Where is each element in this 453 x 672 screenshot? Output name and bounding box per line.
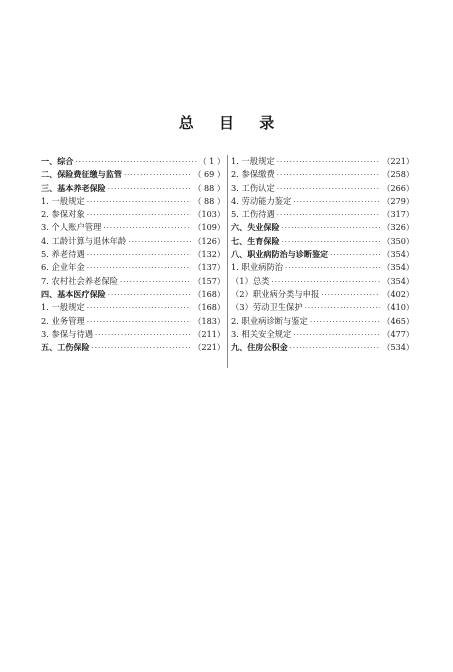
dot-leader	[277, 183, 381, 196]
toc-entry-page: （354）	[382, 249, 414, 260]
dot-leader	[128, 236, 191, 249]
dot-leader	[92, 342, 192, 355]
toc-entry-title: 3. 个人账户管理	[41, 222, 102, 233]
dot-leader	[282, 222, 381, 235]
toc-entry-title: 3. 工伤认定	[231, 182, 275, 193]
dot-leader	[87, 302, 192, 315]
toc-entry[interactable]	[41, 315, 225, 328]
dot-leader	[95, 329, 191, 342]
toc-entry-page: （ 69 ）	[193, 169, 225, 180]
toc-entry-title: 1. 一般规定	[41, 195, 85, 206]
toc-entry-title: 5. 养老待遇	[41, 249, 85, 260]
toc-entry-title: 1. 一般规定	[231, 156, 275, 166]
toc-entry[interactable]	[231, 248, 414, 261]
dot-leader	[305, 302, 381, 315]
toc-entry-page: （279）	[382, 195, 414, 206]
toc-entry-page: （410）	[382, 302, 414, 313]
toc-entry[interactable]	[41, 248, 225, 261]
dot-leader	[87, 209, 192, 222]
toc-entry-page: （221）	[382, 156, 414, 166]
toc-entry-title: 2. 业务管理	[41, 315, 85, 326]
toc-entry-page: （126）	[193, 235, 225, 246]
toc-entry-page: （354）	[382, 275, 414, 286]
dot-leader	[285, 262, 380, 275]
toc-entry-title: 二、保险费征缴与监管	[41, 169, 122, 180]
toc-entry[interactable]	[231, 182, 414, 195]
toc-entry-title: 5. 工伤待遇	[231, 209, 275, 220]
dot-leader	[124, 169, 191, 182]
toc-entry[interactable]	[41, 182, 225, 195]
toc-entry-page: （221）	[193, 342, 225, 353]
toc-entry[interactable]	[231, 221, 414, 234]
toc-entry[interactable]	[41, 155, 225, 168]
toc-entry-page: （465）	[382, 315, 414, 326]
toc-entry-page: （534）	[382, 342, 414, 353]
dot-leader	[277, 169, 381, 182]
toc-entry[interactable]	[231, 195, 414, 208]
toc-entry-title: 7. 农村社会养老保险	[41, 275, 118, 286]
toc-entry[interactable]	[231, 168, 414, 181]
toc-entry[interactable]	[231, 315, 414, 328]
toc-entry-title: 6. 企业年金	[41, 262, 85, 273]
dot-leader	[321, 289, 380, 302]
toc-entry-page: （137）	[193, 262, 225, 273]
toc-entry[interactable]	[41, 195, 225, 208]
toc-entry-title: 3. 参保与待遇	[41, 328, 94, 339]
toc-entry-page: （266）	[382, 182, 414, 193]
toc-entry-title: （3）劳动卫生保护	[231, 302, 303, 313]
toc-entry[interactable]	[231, 155, 414, 168]
toc-entry[interactable]	[41, 235, 225, 248]
toc-entry[interactable]	[231, 208, 414, 221]
toc-entry-page: （109）	[193, 222, 225, 233]
toc-column-left	[41, 155, 225, 354]
toc-entry-page: （477）	[382, 328, 414, 339]
toc-entry-title: 一、综合	[41, 156, 74, 166]
toc-entry-title: 2. 参保对象	[41, 209, 85, 220]
dot-leader	[108, 289, 192, 302]
dot-leader	[277, 156, 381, 169]
toc-entry[interactable]	[231, 261, 414, 274]
dot-leader	[282, 236, 381, 249]
toc-entry[interactable]	[41, 328, 225, 341]
dot-leader	[293, 196, 380, 209]
toc-entry-title: 1. 一般规定	[41, 302, 85, 313]
toc-entry-title: 4. 劳动能力鉴定	[231, 195, 292, 206]
toc-entry-page: （ 1 ）	[198, 156, 225, 166]
toc-entry-page: （350）	[382, 235, 414, 246]
toc-entry[interactable]	[41, 341, 225, 354]
toc-entry[interactable]	[231, 328, 414, 341]
toc-entry-page: （103）	[193, 209, 225, 220]
toc-entry[interactable]	[41, 221, 225, 234]
toc-entry[interactable]	[231, 235, 414, 248]
toc-entry-title: 2. 参保缴费	[231, 169, 275, 180]
toc-entry-title: 1. 职业病防治	[231, 262, 284, 273]
dot-leader	[120, 276, 191, 289]
page-title: 总 目 录	[178, 114, 285, 132]
dot-leader	[87, 196, 192, 209]
toc-entry-title: 2. 职业病诊断与鉴定	[231, 315, 308, 326]
toc-entry-page: （168）	[193, 288, 225, 299]
toc-entry[interactable]	[231, 341, 414, 354]
toc-entry[interactable]	[231, 275, 414, 288]
dot-leader	[108, 183, 192, 196]
toc-entry-title: 3. 相关安全规定	[231, 328, 292, 339]
toc-entry[interactable]	[231, 288, 414, 301]
toc-entry-page: （183）	[193, 315, 225, 326]
dot-leader	[330, 249, 380, 262]
toc-entry-title: 九、住房公积金	[231, 342, 288, 353]
toc-entry-title: 八、职业病防治与诊断鉴定	[231, 249, 329, 260]
dot-leader	[87, 262, 192, 275]
toc-entry-page: （ 88 ）	[193, 182, 225, 193]
toc-entry-page: （168）	[193, 302, 225, 313]
toc-entry[interactable]	[41, 208, 225, 221]
dot-leader	[293, 329, 380, 342]
toc-entry-title: 五、工伤保险	[41, 342, 90, 353]
toc-entry-page: （317）	[382, 209, 414, 220]
toc-entry-title: 4. 工龄计算与退休年龄	[41, 235, 127, 246]
column-divider	[227, 155, 228, 368]
toc-entry[interactable]	[231, 301, 414, 314]
toc-entry-page: （211）	[193, 328, 225, 339]
toc-entry-title: 六、失业保险	[231, 222, 280, 233]
toc-entry-title: 七、生育保险	[231, 235, 280, 246]
toc-entry-page: （132）	[193, 249, 225, 260]
dot-leader	[103, 222, 191, 235]
toc-entry-title: 三、基本养老保险	[41, 182, 106, 193]
toc-entry-page: （326）	[382, 222, 414, 233]
dot-leader	[87, 249, 192, 262]
toc-entry-title: 四、基本医疗保险	[41, 288, 106, 299]
toc-entry-page: （402）	[382, 288, 414, 299]
toc-entry[interactable]	[41, 168, 225, 181]
toc-entry[interactable]	[41, 301, 225, 314]
toc-entry-page: （ 88 ）	[193, 195, 225, 206]
toc-entry-page: （157）	[193, 275, 225, 286]
toc-entry-title: （2）职业病分类与申报	[231, 288, 320, 299]
dot-leader	[75, 156, 196, 169]
dot-leader	[310, 316, 380, 329]
toc-entry-page: （258）	[382, 169, 414, 180]
dot-leader	[87, 316, 192, 329]
dot-leader	[277, 209, 381, 222]
toc-entry-page: （354）	[382, 262, 414, 273]
toc-entry[interactable]	[41, 288, 225, 301]
toc-entry-title: （1）总类	[231, 275, 270, 286]
dot-leader	[290, 342, 381, 355]
toc-entry[interactable]	[41, 261, 225, 274]
toc-entry[interactable]	[41, 275, 225, 288]
dot-leader	[271, 276, 380, 289]
toc-column-right	[231, 155, 414, 354]
